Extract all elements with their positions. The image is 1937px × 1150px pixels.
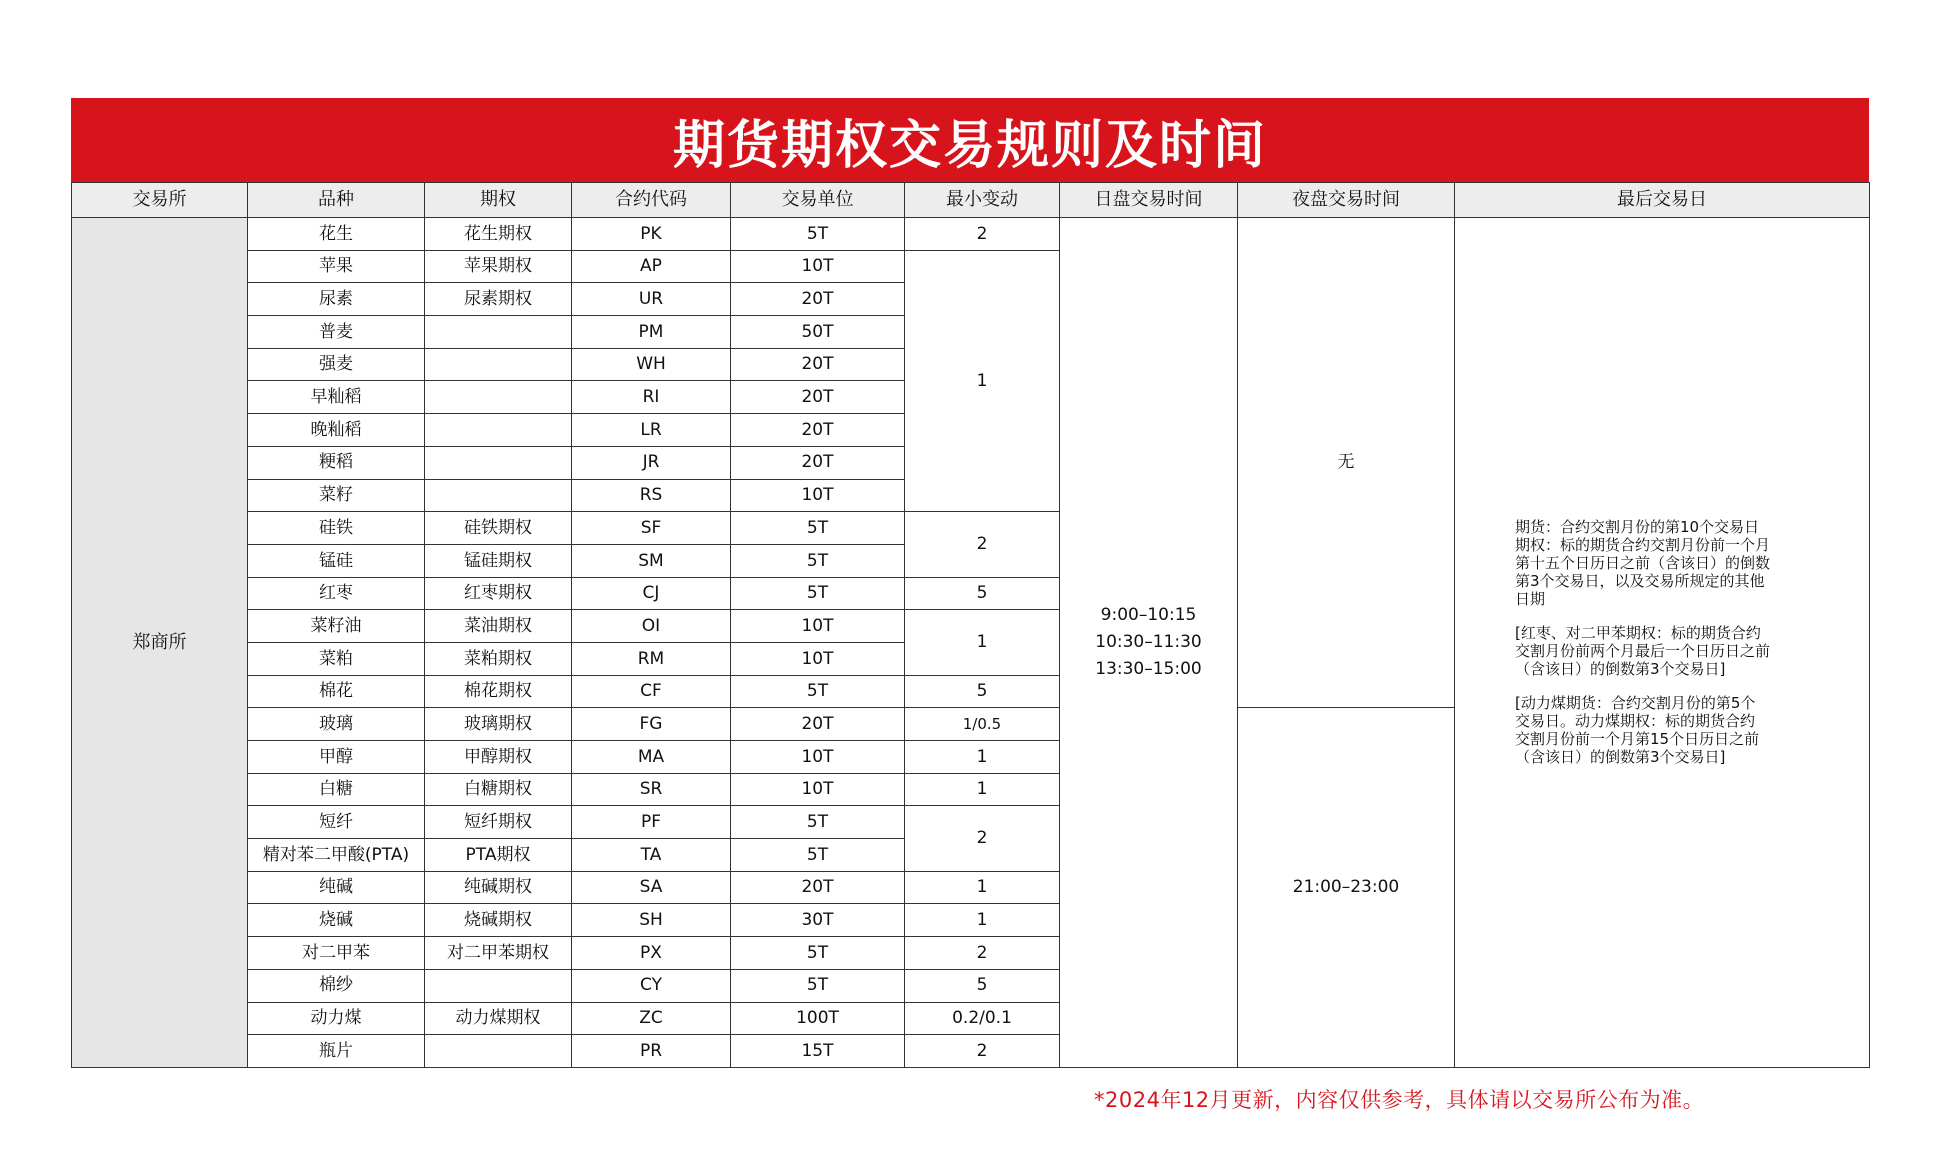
header-option: 期权 [425, 183, 572, 218]
unit-cell: 15T [731, 1035, 905, 1068]
header-night-time: 夜盘交易时间 [1238, 183, 1455, 218]
code-cell: PX [572, 937, 731, 970]
last-day-line: 交易日。动力煤期权：标的期货合约 [1515, 712, 1756, 731]
variety-cell: 精对苯二甲酸(PTA) [248, 839, 425, 872]
variety-cell: 棉花 [248, 675, 425, 708]
variety-cell: 烧碱 [248, 904, 425, 937]
variety-cell: 硅铁 [248, 512, 425, 545]
tick-cell: 1 [905, 871, 1060, 904]
option-cell: 纯碱期权 [425, 871, 572, 904]
header-tick: 最小变动 [905, 183, 1060, 218]
code-cell: RI [572, 381, 731, 414]
tick-cell: 1/0.5 [905, 708, 1060, 741]
last-day-line: 交割月份前两个月最后一个日历日之前 [1515, 642, 1771, 661]
code-cell: PR [572, 1035, 731, 1068]
variety-cell: 锰硅 [248, 544, 425, 577]
variety-cell: 红枣 [248, 577, 425, 610]
unit-cell: 50T [731, 316, 905, 349]
tick-cell: 5 [905, 675, 1060, 708]
option-cell: 红枣期权 [425, 577, 572, 610]
variety-cell: 对二甲苯 [248, 937, 425, 970]
tick-cell: 1 [905, 773, 1060, 806]
unit-cell: 20T [731, 381, 905, 414]
unit-cell: 20T [731, 414, 905, 447]
tick-cell: 2 [905, 218, 1060, 251]
code-cell: TA [572, 839, 731, 872]
tick-cell: 1 [905, 610, 1060, 675]
code-cell: JR [572, 446, 731, 479]
code-cell: PM [572, 316, 731, 349]
unit-cell: 20T [731, 348, 905, 381]
unit-cell: 100T [731, 1002, 905, 1035]
code-cell: SH [572, 904, 731, 937]
unit-cell: 10T [731, 642, 905, 675]
unit-cell: 5T [731, 839, 905, 872]
last-day-line: 交割月份前一个月第15个日历日之前 [1515, 730, 1760, 749]
option-cell: 玻璃期权 [425, 708, 572, 741]
update-note: *2024年12月更新，内容仅供参考，具体请以交易所公布为准。 [1094, 1088, 1705, 1112]
code-cell: FG [572, 708, 731, 741]
variety-cell: 瓶片 [248, 1035, 425, 1068]
option-cell: 菜粕期权 [425, 642, 572, 675]
variety-cell: 菜籽 [248, 479, 425, 512]
option-cell: 花生期权 [425, 218, 572, 251]
unit-cell: 10T [731, 741, 905, 774]
variety-cell: 纯碱 [248, 871, 425, 904]
code-cell: SA [572, 871, 731, 904]
option-cell: 硅铁期权 [425, 512, 572, 545]
variety-cell: 花生 [248, 218, 425, 251]
option-cell [425, 381, 572, 414]
unit-cell: 20T [731, 708, 905, 741]
code-cell: AP [572, 250, 731, 283]
variety-cell: 粳稻 [248, 446, 425, 479]
option-cell [425, 348, 572, 381]
variety-cell: 强麦 [248, 348, 425, 381]
option-cell [425, 414, 572, 447]
day-time-3: 13:30–15:00 [1095, 658, 1202, 679]
variety-cell: 动力煤 [248, 1002, 425, 1035]
header-row [72, 183, 1870, 218]
last-day-line: （含该日）的倒数第3个交易日] [1515, 748, 1726, 767]
last-day-line: 日期 [1515, 590, 1546, 609]
code-cell: PK [572, 218, 731, 251]
page-title: 期货期权交易规则及时间 [71, 98, 1869, 182]
option-cell: 烧碱期权 [425, 904, 572, 937]
header-unit: 交易单位 [731, 183, 905, 218]
last-day-para-1 [1515, 518, 1825, 608]
tick-cell: 2 [905, 937, 1060, 970]
unit-cell: 5T [731, 937, 905, 970]
unit-cell: 10T [731, 479, 905, 512]
night-none-cell: 无 [1238, 218, 1455, 708]
option-cell: 锰硅期权 [425, 544, 572, 577]
last-day-cell [1455, 218, 1870, 1068]
unit-cell: 5T [731, 512, 905, 545]
option-cell [425, 969, 572, 1002]
option-cell: 动力煤期权 [425, 1002, 572, 1035]
unit-cell: 10T [731, 773, 905, 806]
unit-cell: 5T [731, 218, 905, 251]
day-time-1: 9:00–10:15 [1100, 604, 1197, 625]
code-cell: CY [572, 969, 731, 1002]
unit-cell: 5T [731, 675, 905, 708]
variety-cell: 苹果 [248, 250, 425, 283]
code-cell: ZC [572, 1002, 731, 1035]
unit-cell: 5T [731, 544, 905, 577]
tick-cell: 2 [905, 806, 1060, 871]
day-time-2: 10:30–11:30 [1095, 631, 1202, 652]
last-day-para-3 [1515, 694, 1825, 766]
tick-cell: 1 [905, 904, 1060, 937]
code-cell: SM [572, 544, 731, 577]
exchange-cell: 郑商所 [72, 218, 248, 1068]
unit-cell: 5T [731, 806, 905, 839]
option-cell [425, 1035, 572, 1068]
option-cell [425, 316, 572, 349]
rules-table [71, 182, 1870, 1068]
variety-cell: 晚籼稻 [248, 414, 425, 447]
last-day-line: 期货：合约交割月份的第10个交易日 [1515, 518, 1760, 537]
variety-cell: 玻璃 [248, 708, 425, 741]
code-cell: MA [572, 741, 731, 774]
option-cell: 苹果期权 [425, 250, 572, 283]
option-cell: 对二甲苯期权 [425, 937, 572, 970]
last-day-line: 第3个交易日，以及交易所规定的其他 [1515, 572, 1765, 591]
unit-cell: 5T [731, 969, 905, 1002]
unit-cell: 30T [731, 904, 905, 937]
header-day-time: 日盘交易时间 [1060, 183, 1238, 218]
last-day-line: [动力煤期货：合约交割月份的第5个 [1515, 694, 1756, 713]
header-exchange: 交易所 [72, 183, 248, 218]
option-cell: 短纤期权 [425, 806, 572, 839]
tick-cell: 0.2/0.1 [905, 1002, 1060, 1035]
unit-cell: 20T [731, 283, 905, 316]
rules-sheet [71, 98, 1869, 1068]
code-cell: WH [572, 348, 731, 381]
header-last-day: 最后交易日 [1455, 183, 1870, 218]
code-cell: RM [572, 642, 731, 675]
option-cell [425, 446, 572, 479]
code-cell: CF [572, 675, 731, 708]
code-cell: OI [572, 610, 731, 643]
unit-cell: 10T [731, 250, 905, 283]
option-cell [425, 479, 572, 512]
variety-cell: 菜粕 [248, 642, 425, 675]
tick-cell: 1 [905, 250, 1060, 512]
last-day-para-2 [1515, 624, 1825, 678]
last-day-line: （含该日）的倒数第3个交易日] [1515, 660, 1726, 679]
tick-cell: 2 [905, 1035, 1060, 1068]
day-time-cell [1060, 218, 1238, 1068]
variety-cell: 棉纱 [248, 969, 425, 1002]
option-cell: 尿素期权 [425, 283, 572, 316]
code-cell: SR [572, 773, 731, 806]
unit-cell: 20T [731, 446, 905, 479]
variety-cell: 甲醇 [248, 741, 425, 774]
option-cell: 菜油期权 [425, 610, 572, 643]
variety-cell: 白糖 [248, 773, 425, 806]
night-time-cell: 21:00–23:00 [1238, 708, 1455, 1068]
variety-cell: 普麦 [248, 316, 425, 349]
option-cell: 甲醇期权 [425, 741, 572, 774]
option-cell: 棉花期权 [425, 675, 572, 708]
last-day-line: 期权：标的期货合约交割月份前一个月 [1515, 536, 1771, 555]
unit-cell: 10T [731, 610, 905, 643]
variety-cell: 尿素 [248, 283, 425, 316]
last-day-line: 第十五个日历日之前（含该日）的倒数 [1515, 554, 1771, 573]
variety-cell: 短纤 [248, 806, 425, 839]
unit-cell: 5T [731, 577, 905, 610]
tick-cell: 1 [905, 741, 1060, 774]
tick-cell: 5 [905, 969, 1060, 1002]
code-cell: CJ [572, 577, 731, 610]
code-cell: SF [572, 512, 731, 545]
code-cell: LR [572, 414, 731, 447]
variety-cell: 菜籽油 [248, 610, 425, 643]
code-cell: PF [572, 806, 731, 839]
variety-cell: 早籼稻 [248, 381, 425, 414]
code-cell: RS [572, 479, 731, 512]
last-day-line: [红枣、对二甲苯期权：标的期货合约 [1515, 624, 1761, 643]
option-cell: PTA期权 [425, 839, 572, 872]
unit-cell: 20T [731, 871, 905, 904]
tick-cell: 2 [905, 512, 1060, 577]
header-variety: 品种 [248, 183, 425, 218]
table-row [72, 218, 1870, 251]
header-code: 合约代码 [572, 183, 731, 218]
code-cell: UR [572, 283, 731, 316]
option-cell: 白糖期权 [425, 773, 572, 806]
tick-cell: 5 [905, 577, 1060, 610]
